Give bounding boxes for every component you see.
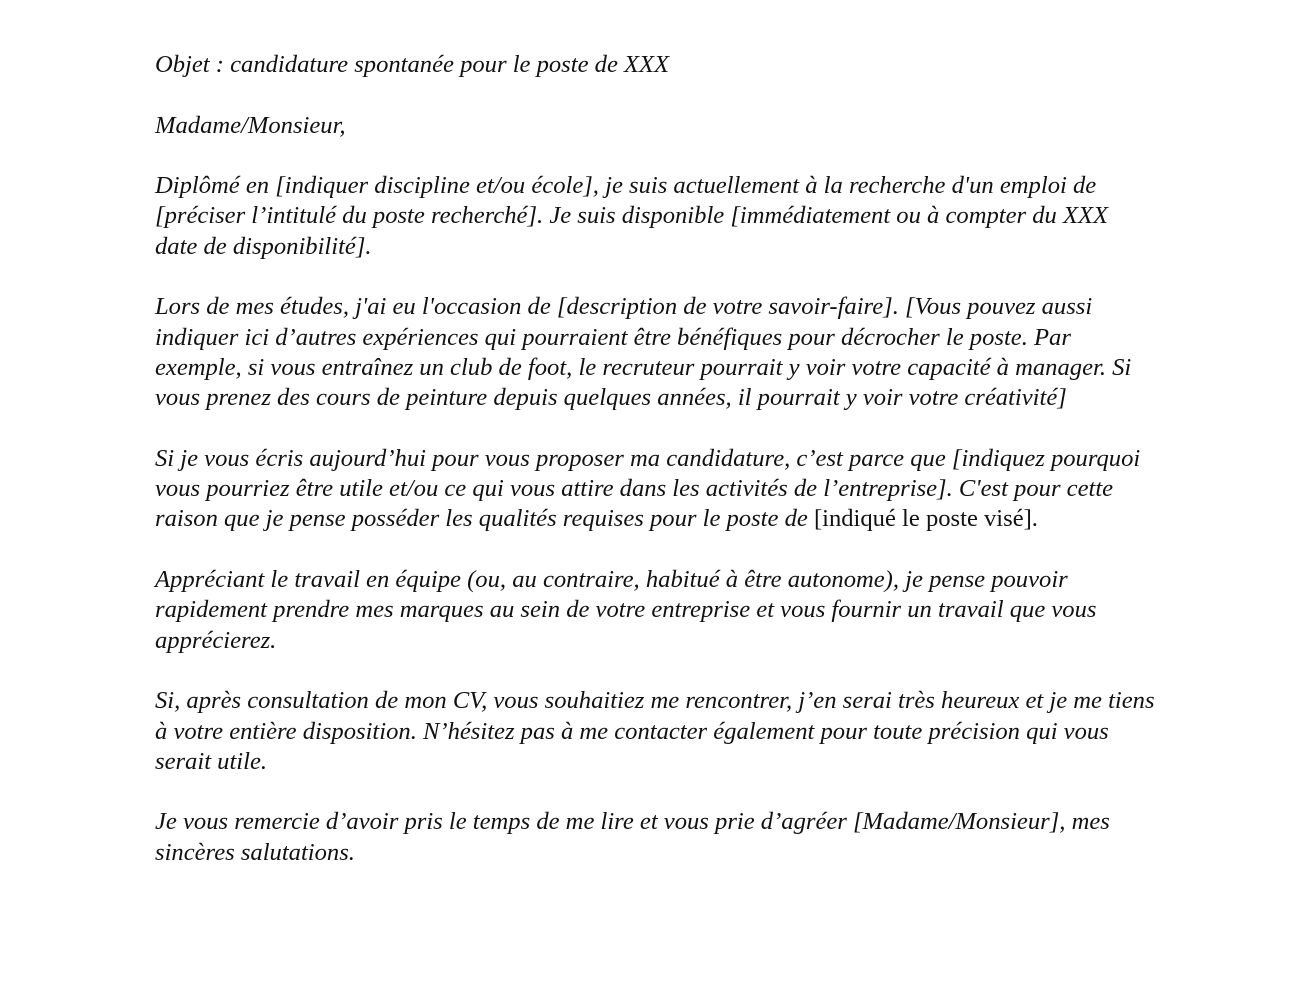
paragraph-teamwork: Appréciant le travail en équipe (ou, au contraire, habitué à être autonome), je pense pouvoir rapidement prendre mes marques au sein de votre entreprise et vous fournir un travail que vous apprécierez. <box>155 566 1097 654</box>
subject-line: Objet : candidature spontanée pour le poste de XXX <box>155 51 670 78</box>
paragraph-diploma: Diplômé en [indiquer discipline et/ou école], je suis actuellement à la recherche d'un emploi de [préciser l’intitulé du poste recherché]. Je suis disponible [immédiatement ou à compter du XXX date de disponibilité]. <box>155 172 1109 260</box>
salutation: Madame/Monsieur, <box>155 111 346 139</box>
letter-body <box>155 50 1155 898</box>
paragraph-studies: Lors de mes études, j'ai eu l'occasion de [description de votre savoir-faire]. [Vous pouvez aussi indiquer ici d’autres expériences qui pourraient être bénéfiques pour décrocher le poste. Par exemple, si vous entraînez un club de foot, le recruteur pourrait y voir votre capacité à manager. Si vous prenez des cours de peinture depuis quelques années, il pourrait y voir votre créativité] <box>155 293 1132 412</box>
closing-formula: Je vous remercie d’avoir pris le temps de me lire et vous prie d’agréer [Madame/Monsieur], mes sincères salutations. <box>155 808 1110 866</box>
paragraph-motivation <box>155 444 1155 535</box>
paragraph-meeting: Si, après consultation de mon CV, vous souhaitiez me rencontrer, j’en serai très heureux et je me tiens à votre entière disposition. N’hésitez pas à me contacter également pour toute précision qui vous serait utile. <box>155 687 1155 775</box>
motivation-text: Si je vous écris aujourd’hui pour vous proposer ma candidature, c’est parce que [indiquez pourquoi vous pourriez être utile et/ou ce qui vous attire dans les activités de l’entreprise]. C'est pour cette raison que je pense posséder les qualités requises pour le poste de <box>155 444 1141 533</box>
target-position-placeholder: [indiqué le poste visé]. <box>813 505 1038 533</box>
